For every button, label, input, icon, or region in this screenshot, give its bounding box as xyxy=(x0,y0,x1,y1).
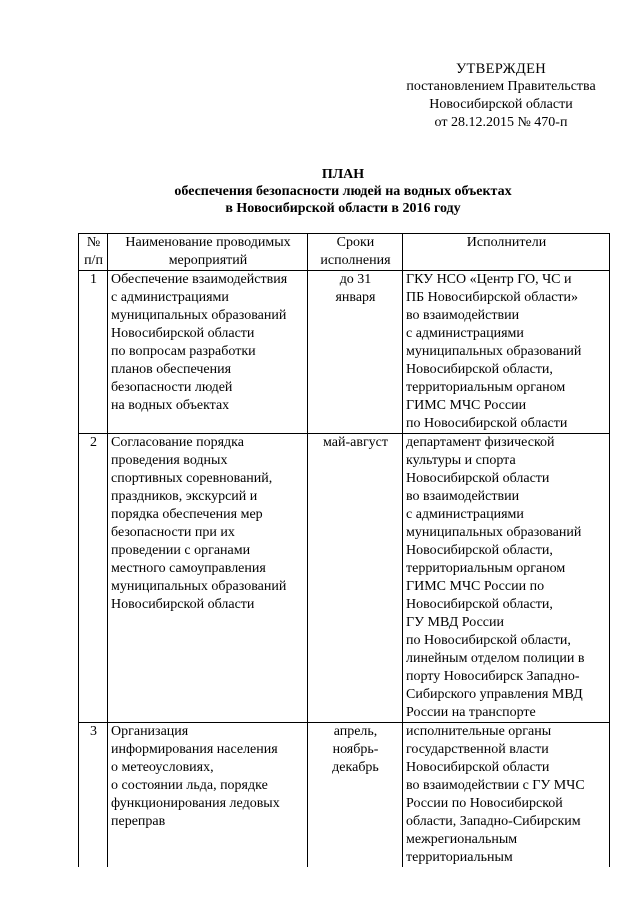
title-line: ПЛАН xyxy=(321,167,365,182)
cell-line: планов обеспечения xyxy=(111,362,232,377)
term-cell xyxy=(308,723,403,868)
header-cell-term xyxy=(308,234,403,271)
cell-line: ГИМС МЧС России по xyxy=(406,579,545,594)
cell-line: Организация xyxy=(111,724,189,739)
table-header-row xyxy=(79,234,610,271)
event-cell xyxy=(108,271,308,434)
cell-line: ГКУ НСО «Центр ГО, ЧС и xyxy=(406,272,572,287)
cell-line: с администрациями xyxy=(406,507,524,522)
cell-line: с администрациями xyxy=(111,290,229,305)
cell-line: Новосибирской области xyxy=(111,326,255,341)
cell-line: муниципальных образований xyxy=(111,308,287,323)
cell-line: Новосибирской области, xyxy=(406,597,553,612)
cell-line: безопасности при их xyxy=(111,525,235,540)
cell-line: линейным отделом полиции в xyxy=(406,651,585,666)
cell-line: на водных объектах xyxy=(111,398,230,413)
cell-line: ноябрь- xyxy=(332,742,379,757)
event-cell xyxy=(108,434,308,723)
cell-line: по вопросам разработки xyxy=(111,344,256,359)
cell-line: ПБ Новосибирской области» xyxy=(406,290,579,305)
cell-line: территориальным xyxy=(406,850,513,865)
cell-line: функционирования ледовых xyxy=(111,796,280,811)
cell-line: праздников, экскурсий и xyxy=(111,489,258,504)
cell-line: спортивных соревнований, xyxy=(111,471,273,486)
cell-line: России по Новосибирской xyxy=(406,796,563,811)
cell-line: исполнительные органы xyxy=(406,724,552,739)
cell-line: ГУ МВД России xyxy=(406,615,505,630)
cell-line: Согласование порядка xyxy=(111,435,244,450)
row-number: 3 xyxy=(79,723,108,868)
header-text: исполнения xyxy=(320,253,391,268)
cell-line: проведении с органами xyxy=(111,543,251,558)
cell-line: безопасности людей xyxy=(111,380,233,395)
header-text: Наименование проводимых xyxy=(125,235,291,250)
cell-line: апрель, xyxy=(333,724,378,739)
table-row xyxy=(79,434,610,723)
approval-block xyxy=(380,60,622,132)
cell-line: межрегиональным xyxy=(406,832,518,847)
cell-line: Сибирского управления МВД xyxy=(406,687,583,702)
header-cell-event xyxy=(108,234,308,271)
cell-line: до 31 xyxy=(339,272,372,287)
cell-line: муниципальных образований xyxy=(111,579,287,594)
cell-line: января xyxy=(335,290,376,305)
event-cell xyxy=(108,723,308,868)
approval-heading: УТВЕРЖДЕН xyxy=(455,61,547,77)
cell-line: во взаимодействии с ГУ МЧС xyxy=(406,778,585,793)
cell-line: по Новосибирской области xyxy=(406,416,568,431)
cell-line: местного самоуправления xyxy=(111,561,266,576)
term-cell xyxy=(308,434,403,723)
cell-line: ГИМС МЧС России xyxy=(406,398,527,413)
header-cell-executors xyxy=(403,234,610,271)
cell-line: государственной власти xyxy=(406,742,549,757)
table-row xyxy=(79,271,610,434)
cell-line: Новосибирской области xyxy=(406,760,550,775)
table-row xyxy=(79,723,610,868)
cell-line: Новосибирской области, xyxy=(406,362,553,377)
cell-line: области, Западно-Сибирским xyxy=(406,814,581,829)
executors-cell xyxy=(403,434,610,723)
approval-line: постановлением Правительства xyxy=(406,79,596,94)
header-text: Исполнители xyxy=(466,235,547,250)
title-line: обеспечения безопасности людей на водных объектах xyxy=(174,184,512,199)
header-text: мероприятий xyxy=(168,253,248,268)
cell-line: переправ xyxy=(111,814,166,829)
approval-line: Новосибирской области xyxy=(429,97,573,112)
cell-line: муниципальных образований xyxy=(406,525,582,540)
header-cell-num xyxy=(79,234,108,271)
cell-line: по Новосибирской области, xyxy=(406,633,571,648)
cell-line: Новосибирской области xyxy=(406,471,550,486)
approval-line: от 28.12.2015 № 470-п xyxy=(434,115,568,130)
header-text: п/п xyxy=(84,253,103,268)
cell-line: порядка обеспечения мер xyxy=(111,507,263,522)
cell-line: территориальным органом xyxy=(406,561,566,576)
cell-line: о метеоусловиях, xyxy=(111,760,214,775)
term-cell xyxy=(308,271,403,434)
cell-line: порту Новосибирск Западно- xyxy=(406,669,580,684)
row-number: 2 xyxy=(79,434,108,723)
cell-line: Обеспечение взаимодействия xyxy=(111,272,288,287)
cell-line: во взаимодействии xyxy=(406,489,520,504)
cell-line: Новосибирской области xyxy=(111,597,255,612)
cell-line: территориальным органом xyxy=(406,380,566,395)
header-text: № xyxy=(86,235,101,250)
cell-line: проведения водных xyxy=(111,453,228,468)
cell-line: России на транспорте xyxy=(406,705,536,720)
cell-line: Новосибирской области, xyxy=(406,543,553,558)
header-text: Сроки xyxy=(336,235,375,250)
title-line: в Новосибирской области в 2016 году xyxy=(225,201,461,216)
cell-line: о состоянии льда, порядке xyxy=(111,778,268,793)
cell-line: культуры и спорта xyxy=(406,453,516,468)
row-number: 1 xyxy=(79,271,108,434)
cell-line: декабрь xyxy=(332,760,379,775)
plan-table xyxy=(78,233,610,867)
cell-line: с администрациями xyxy=(406,326,524,341)
executors-cell xyxy=(403,271,610,434)
cell-line: во взаимодействии xyxy=(406,308,520,323)
cell-line: департамент физической xyxy=(406,435,555,450)
cell-line: информирования населения xyxy=(111,742,278,757)
document-title xyxy=(78,166,608,217)
cell-line: муниципальных образований xyxy=(406,344,582,359)
executors-cell xyxy=(403,723,610,868)
cell-line: май-август xyxy=(322,435,389,450)
